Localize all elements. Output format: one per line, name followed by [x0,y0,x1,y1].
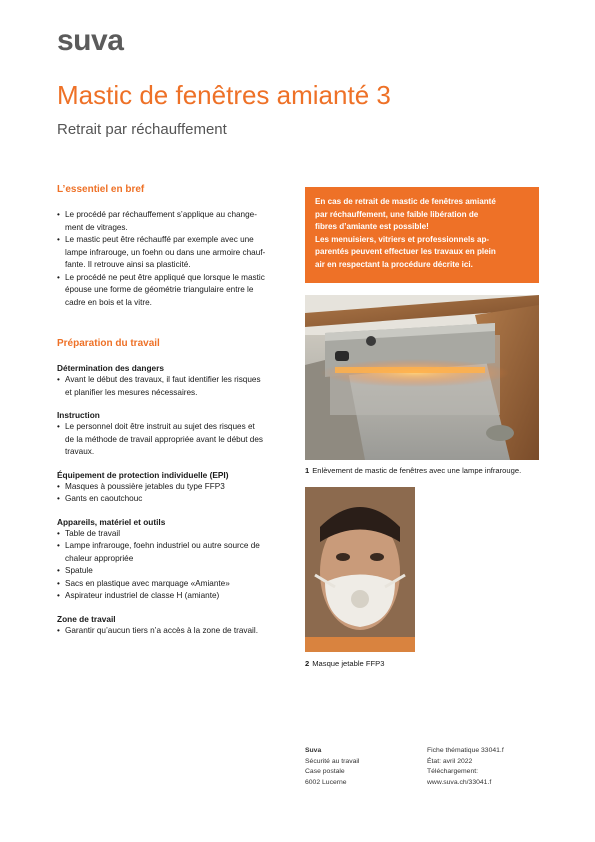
essentiel-item: • Le mastic peut être réchauffé par exemple avec une lampe infrarouge, un foehn ou dans une armoire chauf- fante. Il retrouve ainsi sa plasticité. [57,234,292,272]
section-item: • Aspirateur industriel de classe H (amiante) [57,590,297,603]
page-subtitle: Retrait par réchauffement [57,121,227,138]
infrared-lamp-image [305,295,539,460]
preparation-heading: Préparation du travail [57,338,160,349]
preparation-section [57,516,297,603]
section-item: • Garantir qu’aucun tiers n’a accès à la zone de travail. [57,625,297,638]
preparation-section [57,613,297,638]
warning-callout [305,187,539,283]
footer-line: 6002 Lucerne [305,778,347,786]
footer-line: Sécurité au travail [305,757,360,765]
section-item: • Lampe infrarouge, foehn industriel ou autre source de chaleur appropriée [57,540,297,565]
section-item: • Le personnel doit être instruit au sujet des risques et de la méthode de travail appropriée avant le début des travaux. [57,421,297,459]
footer-download-link[interactable]: www.suva.ch/33041.f [427,778,492,786]
footer-document-info [427,746,504,788]
section-item: • Table de travail [57,528,297,541]
figure-1-photo [305,295,539,460]
callout-text: En cas de retrait de mastic de fenêtres amianté par réchauffement, une faible libération de fibres d’amiante est possible! Les menuisiers, vitriers et professionnels ap- parentés peuvent effectuer les travaux en plein air en respectant la procédure décrite ici. [315,197,496,269]
section-list [57,374,297,399]
figure-2-caption [305,659,384,668]
figure-1-number: 1 [305,466,310,475]
preparation-section [57,409,297,459]
essentiel-heading: L’essentiel en bref [57,184,145,195]
section-item: • Masques à poussière jetables du type FFP3 [57,481,297,494]
essentiel-item: • Le procédé par réchauffement s’applique au change- ment de vitrages. [57,209,292,234]
figure-2-text: Masque jetable FFP3 [312,659,385,668]
section-list [57,528,297,603]
suva-logo: suva [57,24,124,57]
section-item: • Spatule [57,565,297,578]
section-item: • Sacs en plastique avec marquage «Amiante» [57,578,297,591]
section-list [57,625,297,638]
footer-address [305,746,359,788]
preparation-sections [57,362,297,647]
section-list [57,421,297,459]
ffp3-mask-image [305,487,415,652]
footer-doc-line: Fiche thématique 33041.f [427,747,504,754]
figure-2-photo [305,487,415,652]
section-title: Équipement de protection individuelle (EPI) [57,469,229,480]
preparation-section [57,469,297,506]
section-title: Détermination des dangers [57,363,164,373]
essentiel-list [57,209,292,309]
footer-org: Suva [305,747,322,754]
figure-2-number: 2 [305,659,310,668]
section-item: • Gants en caoutchouc [57,493,297,506]
footer-line: Case postale [305,768,345,775]
section-title: Instruction [57,410,100,420]
figure-1-text: Enlèvement de mastic de fenêtres avec une lampe infrarouge. [312,466,522,475]
section-list [57,481,297,506]
essentiel-item: • Le procédé ne peut être appliqué que lorsque le mastic épouse une forme de géométrie triangulaire entre le cadre en bois et la vitre. [57,272,292,310]
footer-doc-line: État: avril 2022 [427,757,473,765]
figure-1-caption [305,466,521,475]
section-item: • Avant le début des travaux, il faut identifier les risques et planifier les mesures nécessaires. [57,374,297,399]
section-title: Appareils, matériel et outils [57,516,166,527]
page-title: Mastic de fenêtres amianté 3 [57,80,391,110]
preparation-section [57,362,297,399]
section-title: Zone de travail [57,613,116,624]
footer-doc-line: Téléchargement: [427,768,479,775]
